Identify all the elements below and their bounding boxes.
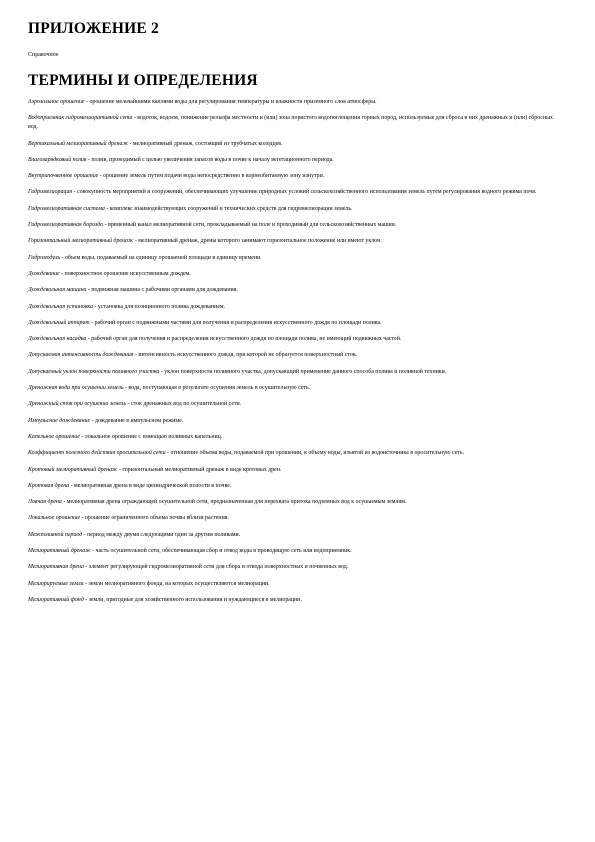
definition-entry: [28, 270, 555, 279]
term-definition: - часть осушительной сети, обеспечивающая сбор и отвод воды в проводящую сеть или водоприемник.: [90, 548, 352, 555]
term-definition: - дождевание в импульсном режиме.: [90, 417, 184, 424]
term-definition: - мелиоративный дренаж, дрены которого занимают горизонтальное положение или имеют уклон.: [133, 238, 382, 245]
term-name: Дождевальная насадка: [28, 336, 87, 343]
definition-entry: [28, 482, 555, 491]
term-definition: - горизонтальный мелиоративный дренаж в виде кротовых дрен.: [117, 466, 282, 473]
definition-entry: [28, 98, 555, 107]
term-name: Импульсное дождевание: [28, 417, 91, 424]
definition-entry: [28, 156, 555, 165]
definition-entry: [28, 498, 555, 507]
term-definition: - элемент регулирующей гидромелиоративной сети для сбора и отвода поверхностных и почвенных вод.: [83, 564, 349, 571]
term-name: Коэффициент полезного действия оросительной сети: [28, 450, 166, 457]
term-definition: - орошение мельчайшими каплями воды для регулирования температуры и влажности приземного слоя атмосферы.: [84, 99, 377, 105]
term-definition: - земли мелиоративного фонда, на которых осуществляются мелиорации.: [83, 580, 270, 587]
term-definition: - вода, поступающая в результате осушения земель в осушительную сеть.: [123, 385, 311, 392]
term-definition: - орошение ограниченного объема почвы вблизи растения.: [80, 515, 229, 522]
term-name: Гидромодуль: [28, 254, 61, 261]
term-name: Гидромелиорация: [28, 189, 73, 196]
definition-entry: [28, 384, 555, 393]
term-name: Гидромелиоративная система: [28, 205, 105, 212]
term-name: Допускаемый уклон поверхности поливного участка: [28, 368, 160, 375]
definition-entry: [28, 368, 555, 377]
definition-entry: [28, 254, 555, 263]
definition-entry: [28, 114, 555, 132]
term-name: Капельное орошение: [28, 433, 80, 440]
term-definition: - уклон поверхности поливного участка, допускающий применение данного способа полива и поливной техники.: [159, 368, 447, 375]
definition-entry: [28, 400, 555, 409]
term-name: Влагозарядковый полив: [28, 156, 87, 163]
term-name: Гидромелиоративная борозда: [28, 222, 104, 229]
definition-entry: [28, 319, 555, 328]
term-definition: - комплекс взаимодействующих сооружений и технических средств для гидромелиорации земель.: [104, 205, 353, 212]
term-definition: - земли, пригодные для хозяйственного использования и нуждающиеся в мелиорации.: [83, 596, 302, 603]
term-definition: - мелиоративная дрена ограждающей осушительной сети, предназначенная для перехвата притока подземных вод к осушаемым землям.: [61, 499, 407, 506]
term-name: Мелиорируемые земли: [28, 580, 84, 587]
definition-entry: [28, 172, 555, 181]
definition-entry: [28, 140, 555, 149]
term-name: Дождевальная установка: [28, 303, 93, 310]
term-definition: - совокупность мероприятий и сооружений, обеспечивающих улучшение природных условий сельскохозяйственного использования земель путем регулирования водного режима почв.: [72, 189, 537, 196]
term-definition: - мелиоративная дрена в виде цилиндрической полости в почве.: [69, 482, 232, 489]
term-definition: - период между двумя следующими один за другим поливами.: [82, 531, 241, 538]
section-title: ТЕРМИНЫ И ОПРЕДЕЛЕНИЯ: [28, 72, 258, 89]
definition-entry: [28, 596, 555, 605]
term-name: Горизонтальный мелиоративный дренаж: [28, 238, 134, 245]
definition-entry: [28, 286, 555, 295]
term-name: Аэрозольное орошение: [28, 99, 85, 105]
term-name: Кротовая дрена: [28, 482, 70, 489]
term-definition: - установка для позиционного полива дождеванием.: [92, 303, 226, 310]
term-definition: - подвижная машина с рабочими органами для дождевания.: [86, 287, 238, 294]
term-name: Дождевание: [28, 270, 60, 277]
term-definition: - поверхностное орошение искусственным дождем.: [59, 270, 191, 277]
definition-entry: [28, 221, 555, 230]
term-name: Внутрипочвенное орошение: [28, 173, 99, 180]
term-definition: - интенсивность искусственного дождя, при которой не образуется поверхностный сток.: [133, 352, 358, 359]
definition-entry: [28, 449, 555, 458]
term-name: Локальное орошение: [28, 515, 81, 522]
term-definition: - рабочий орган для получения и распределения искусственного дождя по площади полива, не имеющий подвижных частей.: [86, 336, 402, 343]
definition-entry: [28, 433, 555, 442]
definition-entry: [28, 351, 555, 360]
term-name: Кротовый мелиоративный дренаж: [28, 466, 118, 473]
term-definition: - полив, проводимый с целью увеличения запасов воды в почве к началу вегетационного периода.: [86, 156, 334, 163]
term-name: Ловчая дрена: [28, 499, 62, 506]
term-name: Дождевальная машина: [28, 287, 87, 294]
term-definition: - объем воды, подаваемый на единицу орошаемой площади в единицу времени.: [60, 254, 262, 261]
term-definition: - мелиоративный дренаж, состоящий из трубчатых колодцев.: [127, 140, 283, 147]
term-name: Мелиоративный фонд: [28, 596, 84, 603]
term-name: Вертикальный мелиоративный дренаж: [28, 140, 128, 147]
reference-note: Справочное: [28, 52, 59, 58]
definition-entry: [28, 335, 555, 344]
term-definition: - локальное орошение с помощью поливных капельниц.: [79, 433, 223, 440]
term-name: Дренажный сток при осушении земель: [28, 401, 127, 408]
definition-entry: [28, 580, 555, 589]
term-definition: - водоток, водоем, понижение рельефа местности и (или) зона пористого водопоглощения горных пород, используемые для сброса в них дренажных и (или) сбросных вод.: [28, 115, 553, 131]
term-name: Дождевальный аппарат: [28, 319, 90, 326]
definition-entry: [28, 466, 555, 475]
definition-entry: [28, 205, 555, 214]
definition-entry: [28, 417, 555, 426]
appendix-title: ПРИЛОЖЕНИЕ 2: [28, 20, 159, 37]
definition-entry: [28, 547, 555, 556]
term-name: Межполивной период: [28, 531, 83, 538]
term-definition: - орошение земель путем подачи воды непосредственно в корнеобитаемую зону изнутри.: [98, 173, 325, 180]
term-definition: - отношение объема воды, подаваемой при орошении, к объему воды, изъятой из водоисточника в оросительную сеть.: [165, 450, 465, 457]
definition-entry: [28, 531, 555, 540]
term-name: Мелиоративная дрена: [28, 564, 84, 571]
definition-entry: [28, 563, 555, 572]
term-definition: - временный канал мелиоративной сети, прокладываемый на поле и проходимый для сельскохозяйственных машин.: [103, 222, 397, 229]
term-name: Допускаемая интенсивность дождевания: [28, 352, 134, 359]
definition-entry: [28, 303, 555, 312]
definition-entry: [28, 514, 555, 523]
definition-entry: [28, 237, 555, 246]
definitions-list: [28, 98, 555, 612]
term-definition: - сток дренажных вод по осушительной сети.: [126, 401, 242, 408]
definition-entry: [28, 188, 555, 197]
term-name: Водоприемник гидромелиоративной сети: [28, 115, 133, 122]
term-definition: - рабочий орган с подвижными частями для получения и распределения искусственного дождя по площади полива.: [89, 319, 382, 326]
term-name: Дренажная вода при осушении земель: [28, 385, 124, 392]
term-name: Мелиоративный дренаж: [28, 548, 91, 555]
